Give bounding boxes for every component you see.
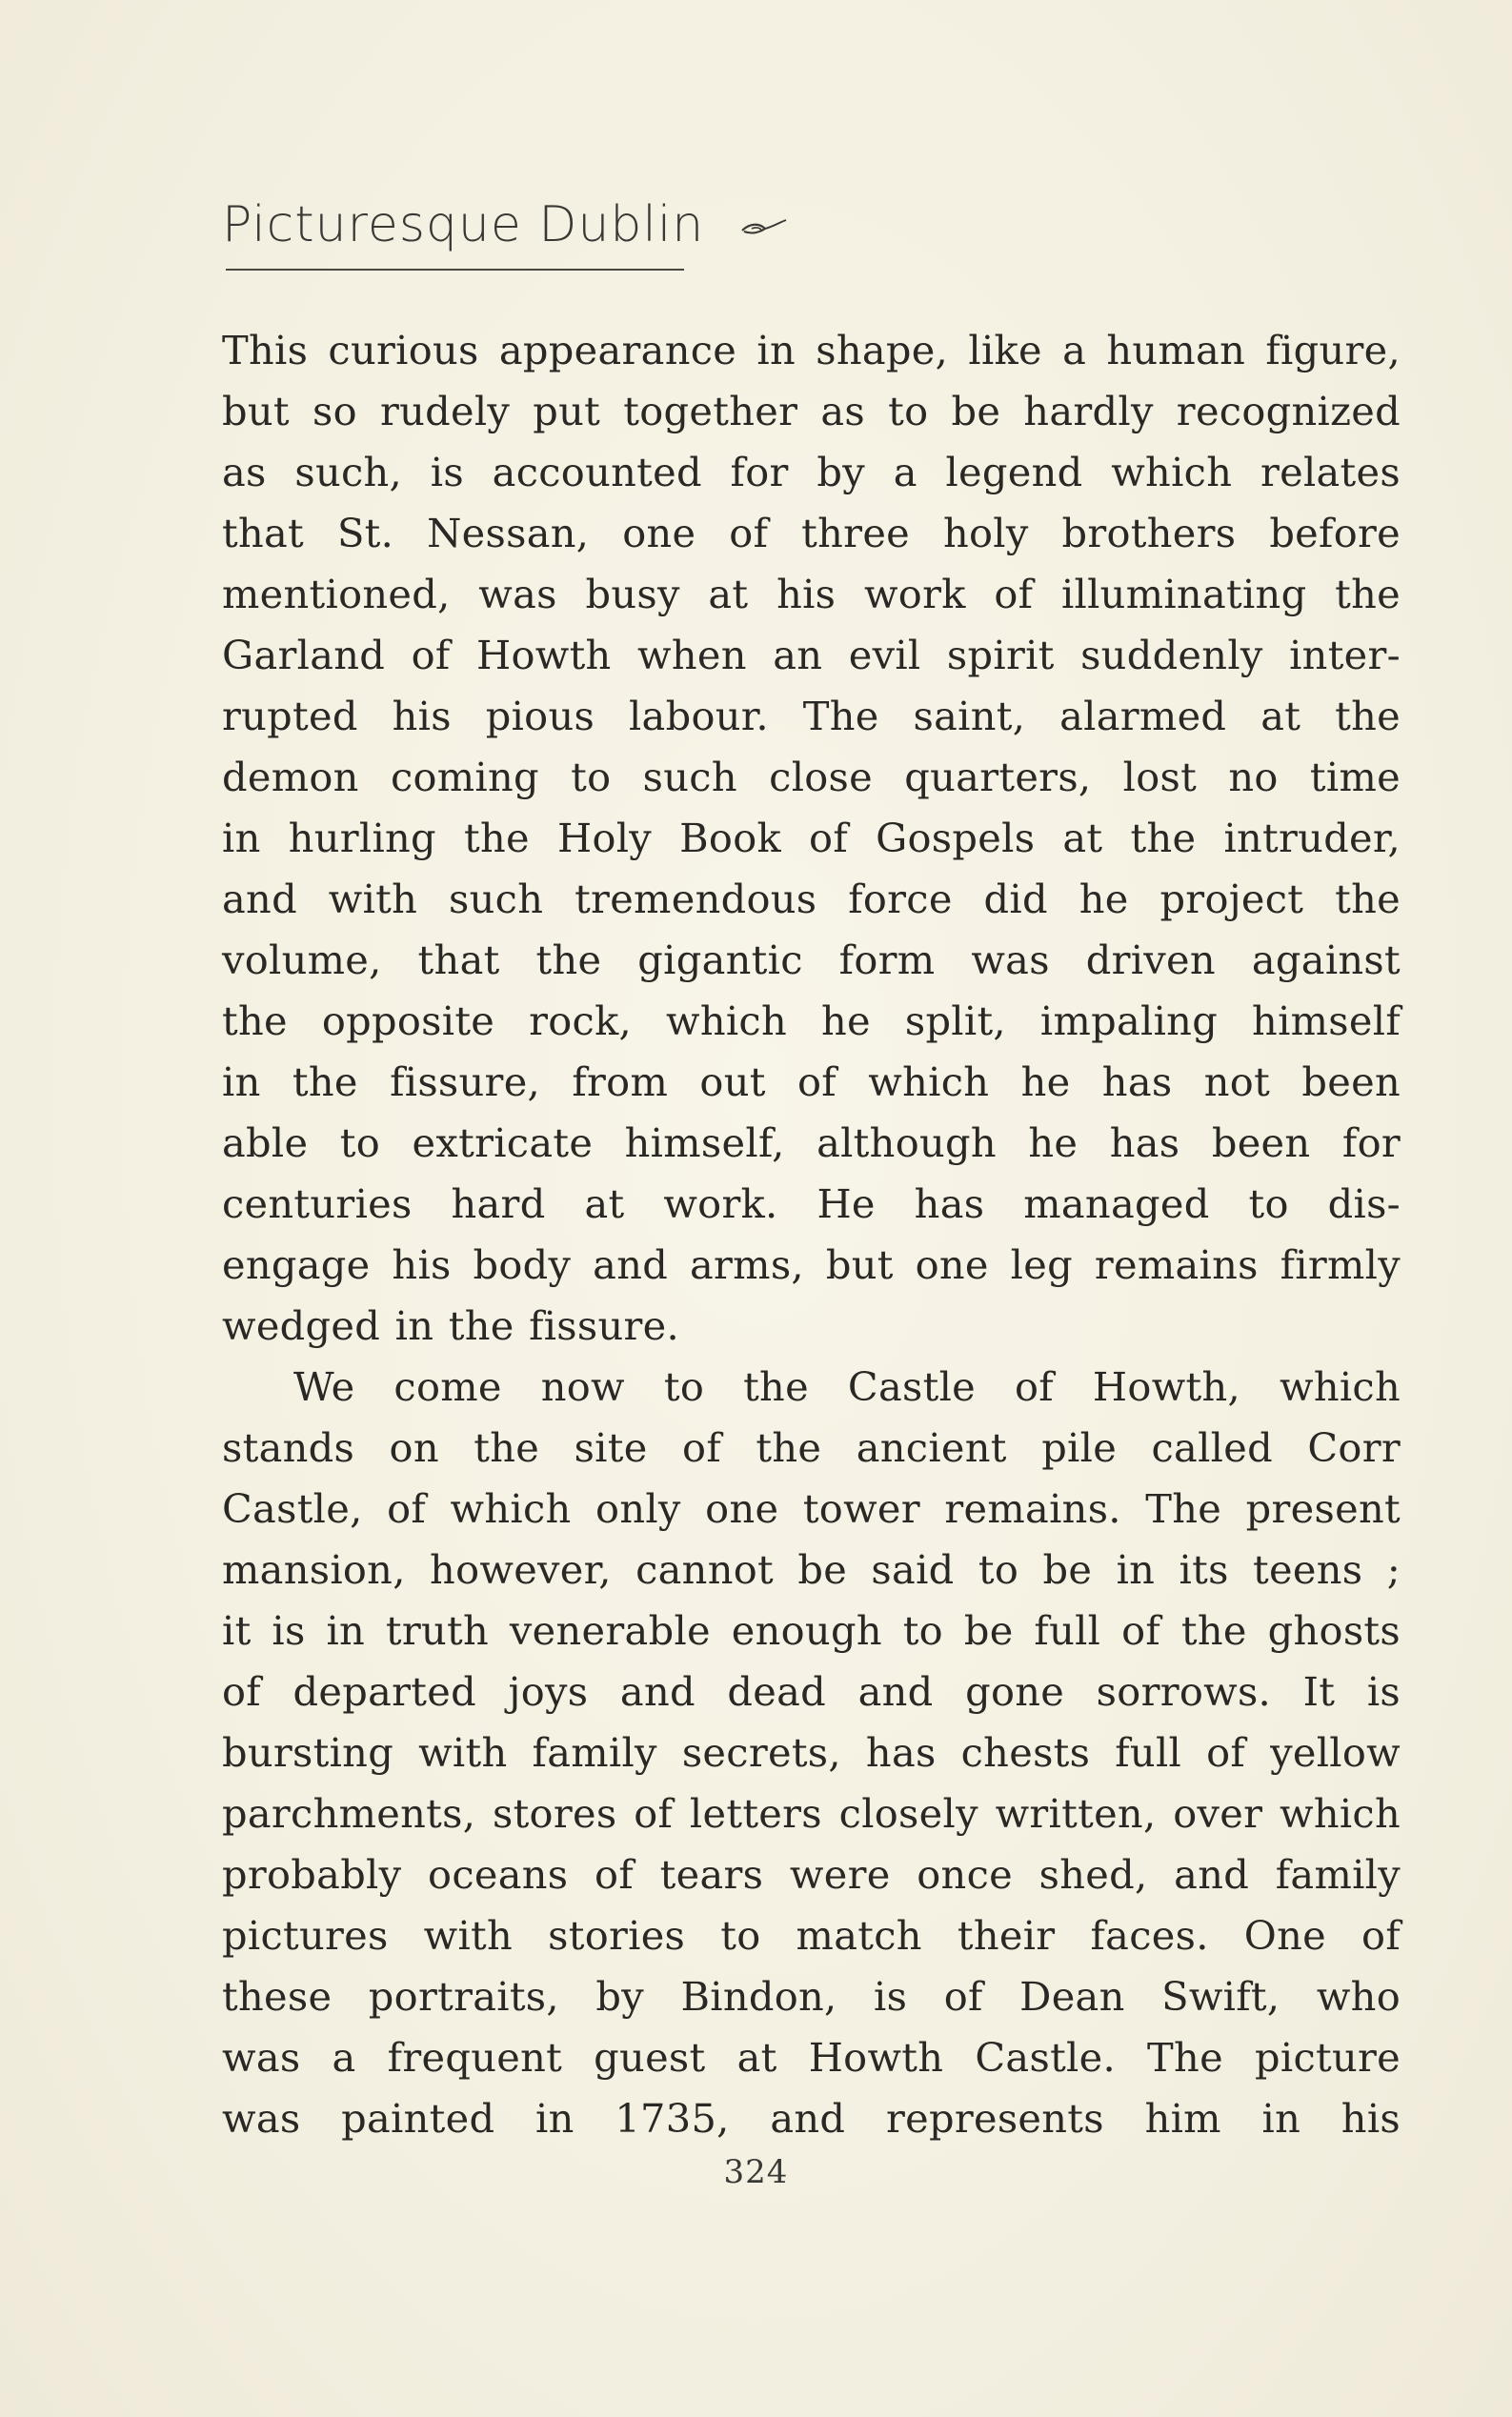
text-line: demon coming to such close quarters, lost no time (222, 754, 1401, 800)
text-line: mentioned, was busy at his work of illuminating the (222, 571, 1401, 617)
text-line: wedged in the fissure. (222, 1302, 680, 1349)
leaf-ornament-icon (738, 217, 788, 240)
text-line: was a frequent guest at Howth Castle. The picture (222, 2034, 1401, 2081)
text-line: able to extricate himself, although he has been for (222, 1119, 1401, 1166)
paragraph (222, 1357, 1401, 2149)
text-line: Garland of Howth when an evil spirit suddenly inter- (222, 632, 1401, 678)
text-line: probably oceans of tears were once shed, and family (222, 1851, 1401, 1898)
text-line: volume, that the gigantic form was driven against (222, 937, 1401, 983)
text-line: as such, is accounted for by a legend which relates (222, 449, 1401, 495)
text-line: in the fissure, from out of which he has not been (222, 1058, 1401, 1105)
text-line: engage his body and arms, but one leg remains firmly (222, 1241, 1401, 1288)
text-line: these portraits, by Bindon, is of Dean Swift, who (222, 1973, 1401, 2020)
text-line: that St. Nessan, one of three holy brothers before (222, 510, 1401, 556)
text-line: it is in truth venerable enough to be full of the ghosts (222, 1607, 1401, 1654)
text-line: the opposite rock, which he split, impaling himself (222, 997, 1401, 1044)
text-line: stands on the site of the ancient pile called Corr (222, 1424, 1401, 1471)
body-text (222, 320, 1401, 2149)
running-head (222, 187, 788, 253)
paragraph (222, 320, 1401, 1357)
text-line: but so rudely put together as to be hardly recognized (222, 388, 1401, 434)
text-line: was painted in 1735, and represents him in his (222, 2095, 1401, 2142)
running-head-title: Picturesque Dublin (222, 196, 705, 253)
text-line: This curious appearance in shape, like a human figure, (222, 327, 1401, 373)
text-line: rupted his pious labour. The saint, alarmed at the (222, 693, 1401, 739)
page-number: 324 (723, 2153, 789, 2191)
header-rule (226, 269, 684, 271)
text-line: in hurling the Holy Book of Gospels at the intruder, (222, 815, 1401, 861)
text-line: Castle, of which only one tower remains. The present (222, 1485, 1401, 1532)
text-line: pictures with stories to match their faces. One of (222, 1912, 1401, 1959)
text-line: of departed joys and dead and gone sorrows. It is (222, 1668, 1401, 1715)
text-line: parchments, stores of letters closely written, over which (222, 1790, 1401, 1837)
text-line: mansion, however, cannot be said to be in its teens ; (222, 1546, 1401, 1593)
text-line: bursting with family secrets, has chests full of yellow (222, 1729, 1401, 1776)
text-line: and with such tremendous force did he project the (222, 876, 1401, 922)
text-line: centuries hard at work. He has managed to dis- (222, 1180, 1401, 1227)
text-line: We come now to the Castle of Howth, which (293, 1363, 1401, 1410)
